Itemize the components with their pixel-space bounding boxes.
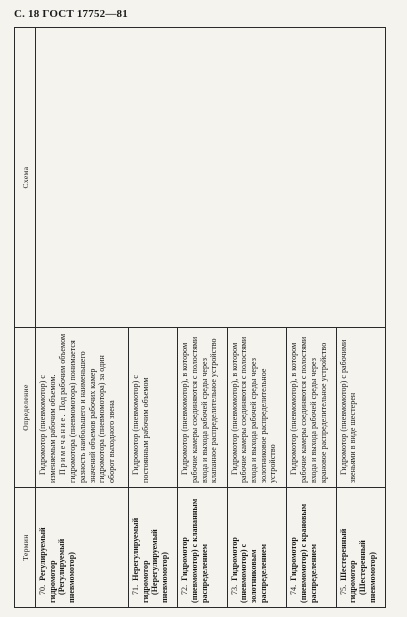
term-name: Гидромотор (пневмомотор) с клапанным распределением xyxy=(180,498,209,603)
definition-cell xyxy=(129,328,178,488)
term-number: 75. xyxy=(338,584,348,595)
term-number: 70. xyxy=(38,584,47,595)
term-number: 71. xyxy=(131,584,141,595)
term-name: Регулируемый гидромотор xyxy=(38,527,57,603)
term-cell xyxy=(227,488,287,608)
term-name: Нерегулируемый гидромотор xyxy=(131,517,150,603)
terms-table xyxy=(14,27,386,608)
term-name: Шестеренный гидромотор xyxy=(338,528,358,603)
table-header-row xyxy=(15,28,36,608)
definition-text: Гидромотор (пневмомотор), в котором рабочие камеры соединяются с полостями входа и выхода рабочей среды через клапанное распределительное устройство xyxy=(180,336,219,483)
definition-text: Гидромотор (пневмомотор), в котором рабочие камеры соединяются с полостями входа и выхода рабочей среды через золотниковое распределительное устройство xyxy=(229,336,278,483)
page-header: С. 18 ГОСТ 17752—81 xyxy=(14,8,128,20)
definition-cell xyxy=(336,328,385,488)
rotated-table-container xyxy=(14,28,394,608)
term-alternative: (Нерегулируемый пневмомотор) xyxy=(150,529,170,603)
note-text: Под рабочим объемом гидромотора (пневмомотора) понимается разность наибольшего и наименьшего значений объемов рабочих камер гидромотора (пневмомотора) за один оборот выходного звена xyxy=(58,333,116,483)
term-name: Гидромотор (пневмомотор) с золотниковым распределением xyxy=(229,537,268,603)
definition-cell xyxy=(287,328,336,488)
column-header-term: Термин xyxy=(15,488,36,608)
term-name: Гидромотор (пневмомотор) с крановым распределением xyxy=(289,503,318,603)
definition-cell xyxy=(36,328,129,488)
definition-text: Гидромотор (пневмомотор) с постоянным рабочим объемом xyxy=(131,375,150,483)
term-cell xyxy=(336,488,385,608)
term-cell xyxy=(129,488,178,608)
column-header-definition: Определение xyxy=(15,328,36,488)
table-row xyxy=(36,28,129,608)
definition-text: Гидромотор (пневмомотор), в котором рабочие камеры соединяются с полостями входа и выхода рабочей среды через крановое распределительное устройство xyxy=(289,336,328,483)
term-number: 73. xyxy=(229,584,239,595)
scheme-cell xyxy=(36,28,386,328)
definition-cell xyxy=(227,328,287,488)
term-alternative: (Регулируемый пневмомотор) xyxy=(57,538,77,603)
definition-text: Гидромотор (пневмомотор) с изменяемым рабочим объемом. xyxy=(38,374,57,483)
term-alternative: (Шестеренный пневмомотор) xyxy=(358,540,377,603)
column-header-scheme: Схема xyxy=(15,28,36,328)
definition-text: Гидромотор (пневмомотор) с рабочими звеньями в виде шестерен xyxy=(338,339,358,483)
term-cell xyxy=(36,488,129,608)
note-label: Примечание. xyxy=(58,412,68,475)
definition-cell xyxy=(178,328,227,488)
term-cell xyxy=(178,488,227,608)
term-number: 74. xyxy=(289,584,299,595)
term-cell xyxy=(287,488,336,608)
rotated-page xyxy=(14,28,394,608)
term-number: 72. xyxy=(180,584,190,595)
